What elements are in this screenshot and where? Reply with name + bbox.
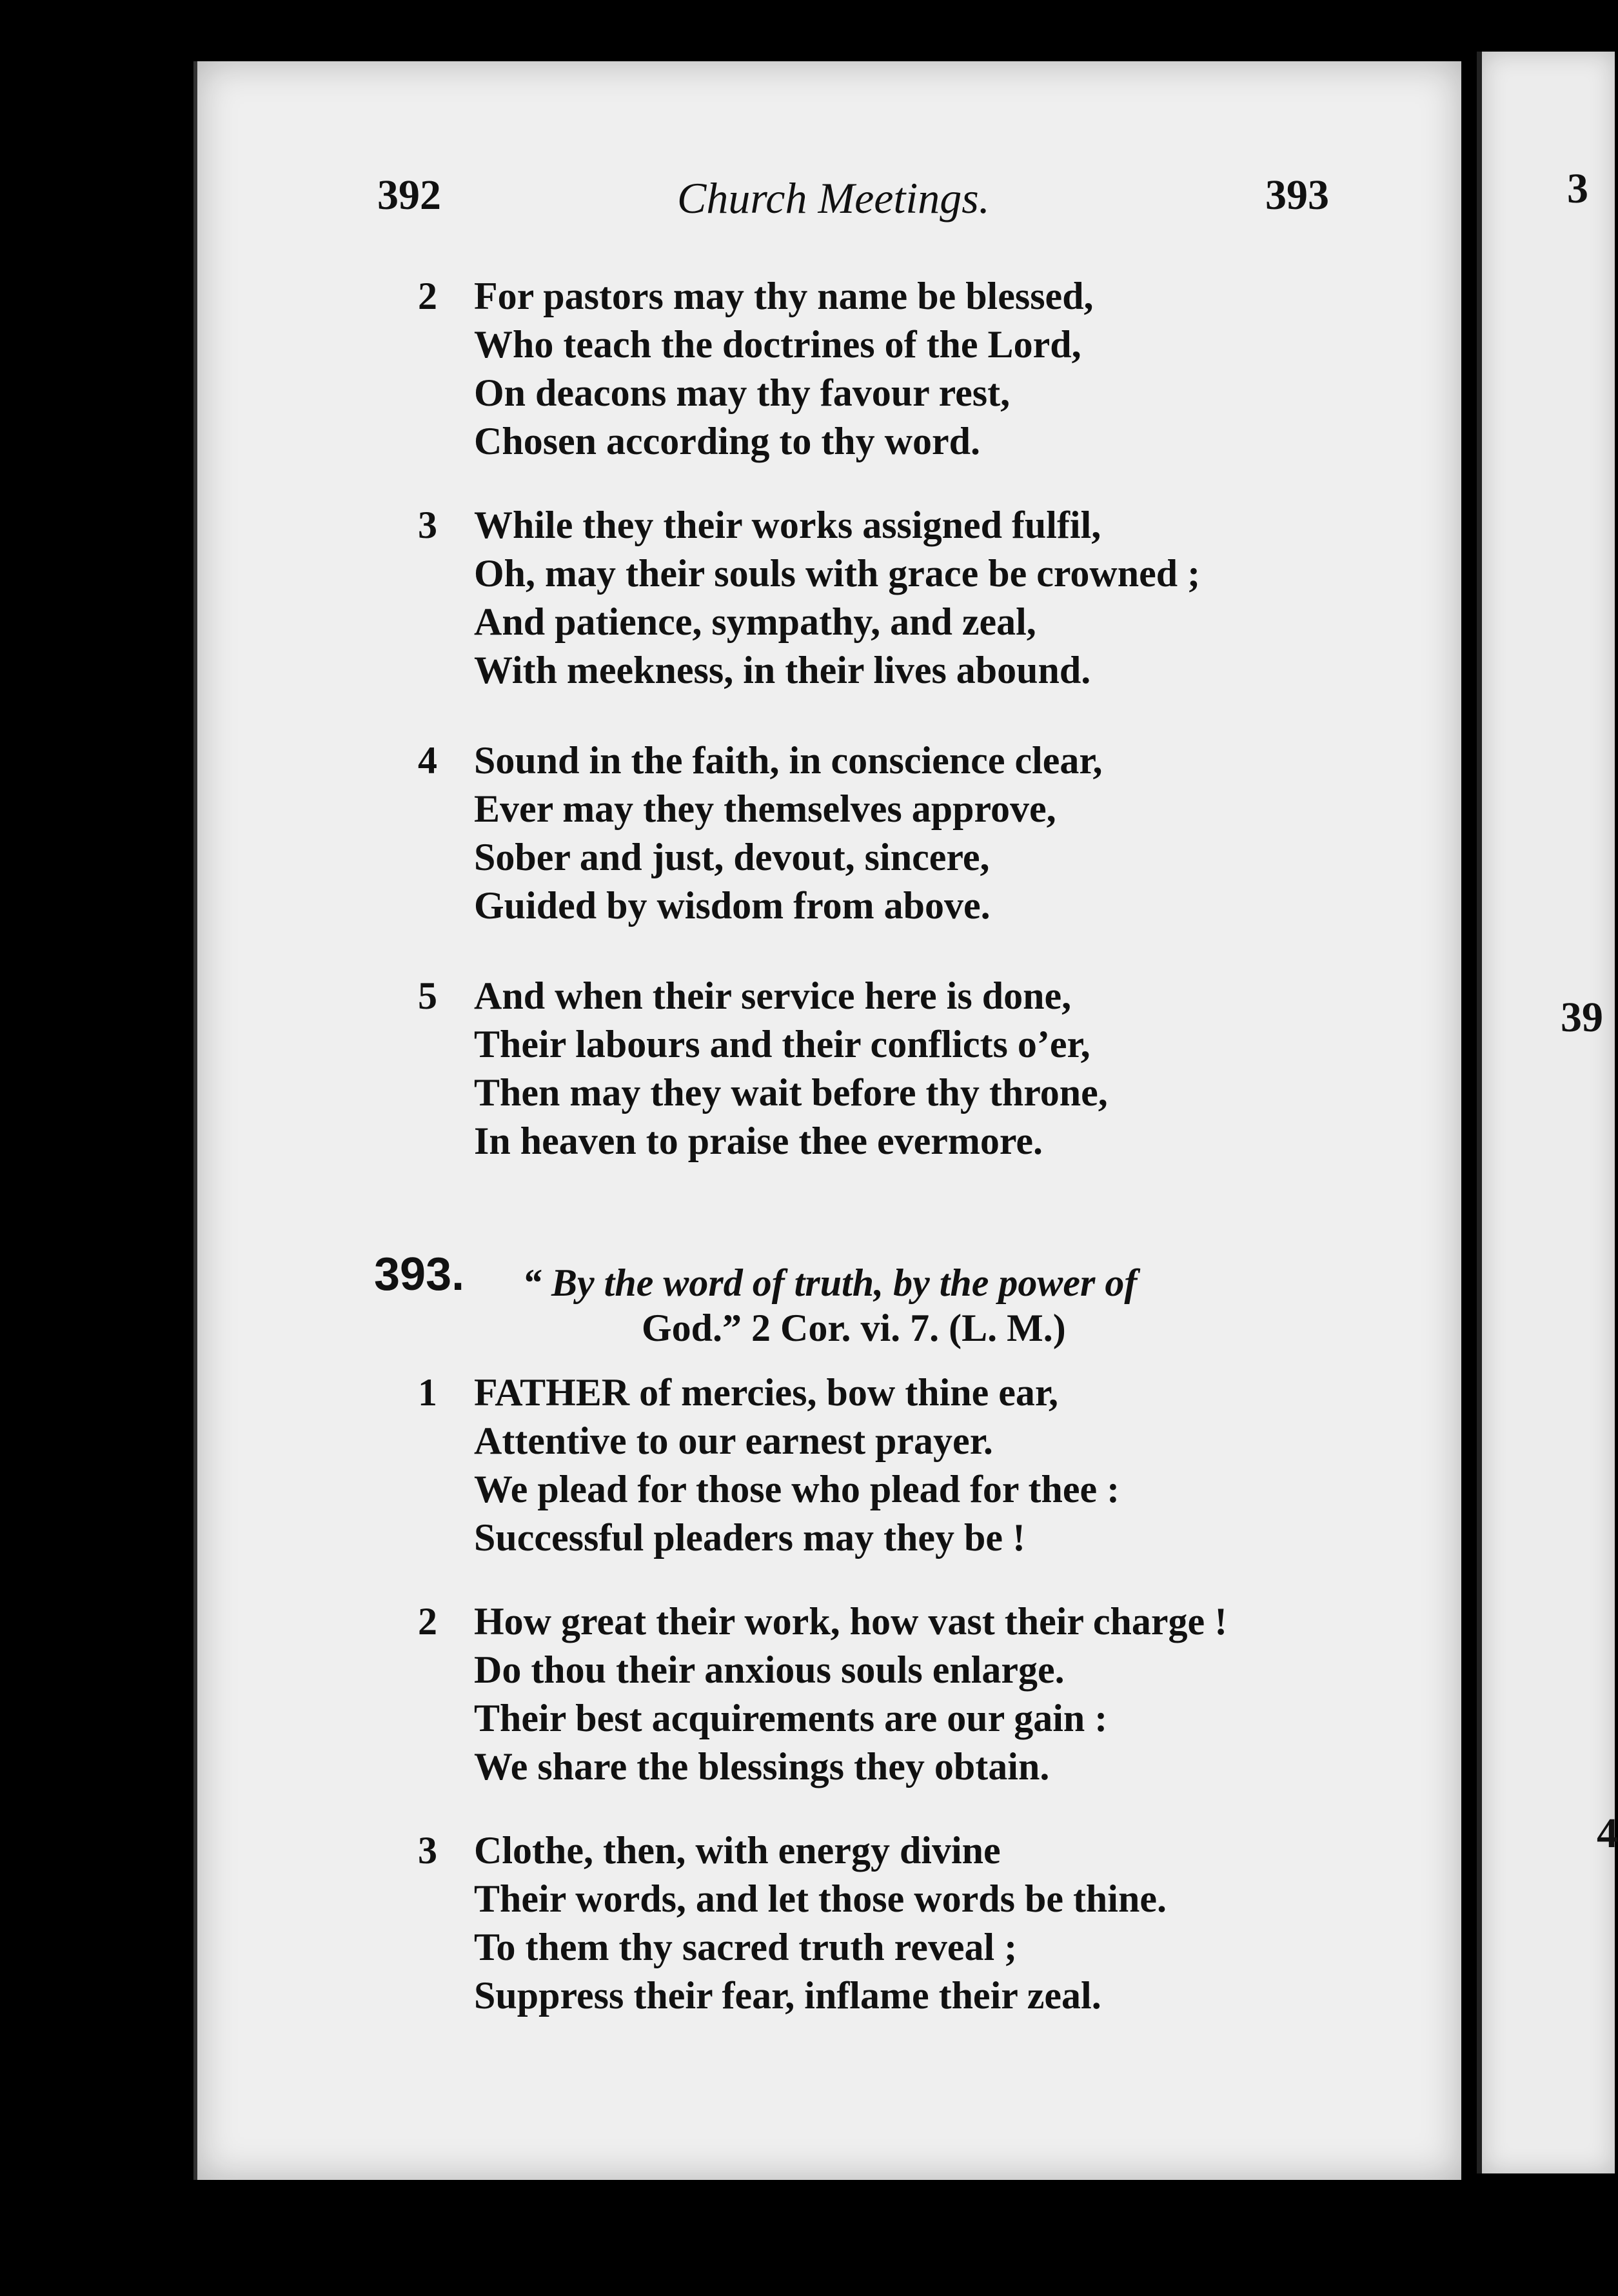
verse-line: In heaven to praise thee evermore. <box>474 1120 1043 1162</box>
adjacent-page-fragment: 3 <box>1567 165 1588 212</box>
verse-line: Oh, may their souls with grace be crowned ; <box>474 552 1201 595</box>
right-page-number: 393 <box>1265 172 1329 219</box>
verse-line: Sound in the faith, in conscience clear, <box>474 739 1103 782</box>
stanza-number: 3 <box>418 504 437 546</box>
verse-line: Then may they wait before thy throne, <box>474 1071 1108 1114</box>
verse-line: Their words, and let those words be thine. <box>474 1877 1167 1920</box>
verse-line: And patience, sympathy, and zeal, <box>474 600 1036 643</box>
adjacent-page-fragment: 4 <box>1597 1810 1618 1857</box>
adjacent-page-fragment: 39 <box>1561 994 1603 1041</box>
verse-line: On deacons may thy favour rest, <box>474 371 1011 414</box>
hymn-number: 393. <box>374 1249 465 1300</box>
verse-line: Guided by wisdom from above. <box>474 884 991 927</box>
verse-line: Ever may they themselves approve, <box>474 787 1056 830</box>
verse-line: Who teach the doctrines of the Lord, <box>474 323 1081 366</box>
verse-line: Suppress their fear, inflame their zeal. <box>474 1974 1101 2017</box>
verse-line: Sober and just, devout, sincere, <box>474 836 990 878</box>
verse-line: With meekness, in their lives abound. <box>474 649 1091 691</box>
running-title: Church Meetings. <box>677 173 990 223</box>
adjacent-page-edge <box>1477 52 1615 2173</box>
verse-line: Successful pleaders may they be ! <box>474 1516 1025 1559</box>
verse-line: Chosen according to thy word. <box>474 420 981 462</box>
stanza-number: 5 <box>418 975 437 1017</box>
stanza-number: 2 <box>418 275 437 317</box>
stanza-number: 2 <box>418 1600 437 1643</box>
verse-line: FATHER of mercies, bow thine ear, <box>474 1371 1059 1414</box>
verse-line: We plead for those who plead for thee : <box>474 1468 1120 1510</box>
verse-line: Clothe, then, with energy divine <box>474 1829 1001 1872</box>
left-page-number: 392 <box>377 172 441 219</box>
verse-line: We share the blessings they obtain. <box>474 1745 1050 1788</box>
hymn-heading-reference: God.” 2 Cor. vi. 7. (L. M.) <box>642 1307 1066 1349</box>
verse-line: And when their service here is done, <box>474 975 1072 1017</box>
stanza-number: 3 <box>418 1829 437 1872</box>
verse-line: How great their work, how vast their charge ! <box>474 1600 1228 1643</box>
verse-line: Their best acquirements are our gain : <box>474 1697 1108 1739</box>
verse-line: Their labours and their conflicts o’er, <box>474 1023 1090 1065</box>
verse-line: For pastors may thy name be blessed, <box>474 275 1094 317</box>
verse-line: To them thy sacred truth reveal ; <box>474 1926 1018 1968</box>
hymn-heading: “ By the word of truth, by the power of <box>522 1262 1138 1304</box>
stanza-number: 1 <box>418 1371 437 1414</box>
stanza-number: 4 <box>418 739 437 782</box>
verse-line: Attentive to our earnest prayer. <box>474 1420 993 1462</box>
verse-line: While they their works assigned fulfil, <box>474 504 1101 546</box>
verse-line: Do thou their anxious souls enlarge. <box>474 1648 1065 1691</box>
